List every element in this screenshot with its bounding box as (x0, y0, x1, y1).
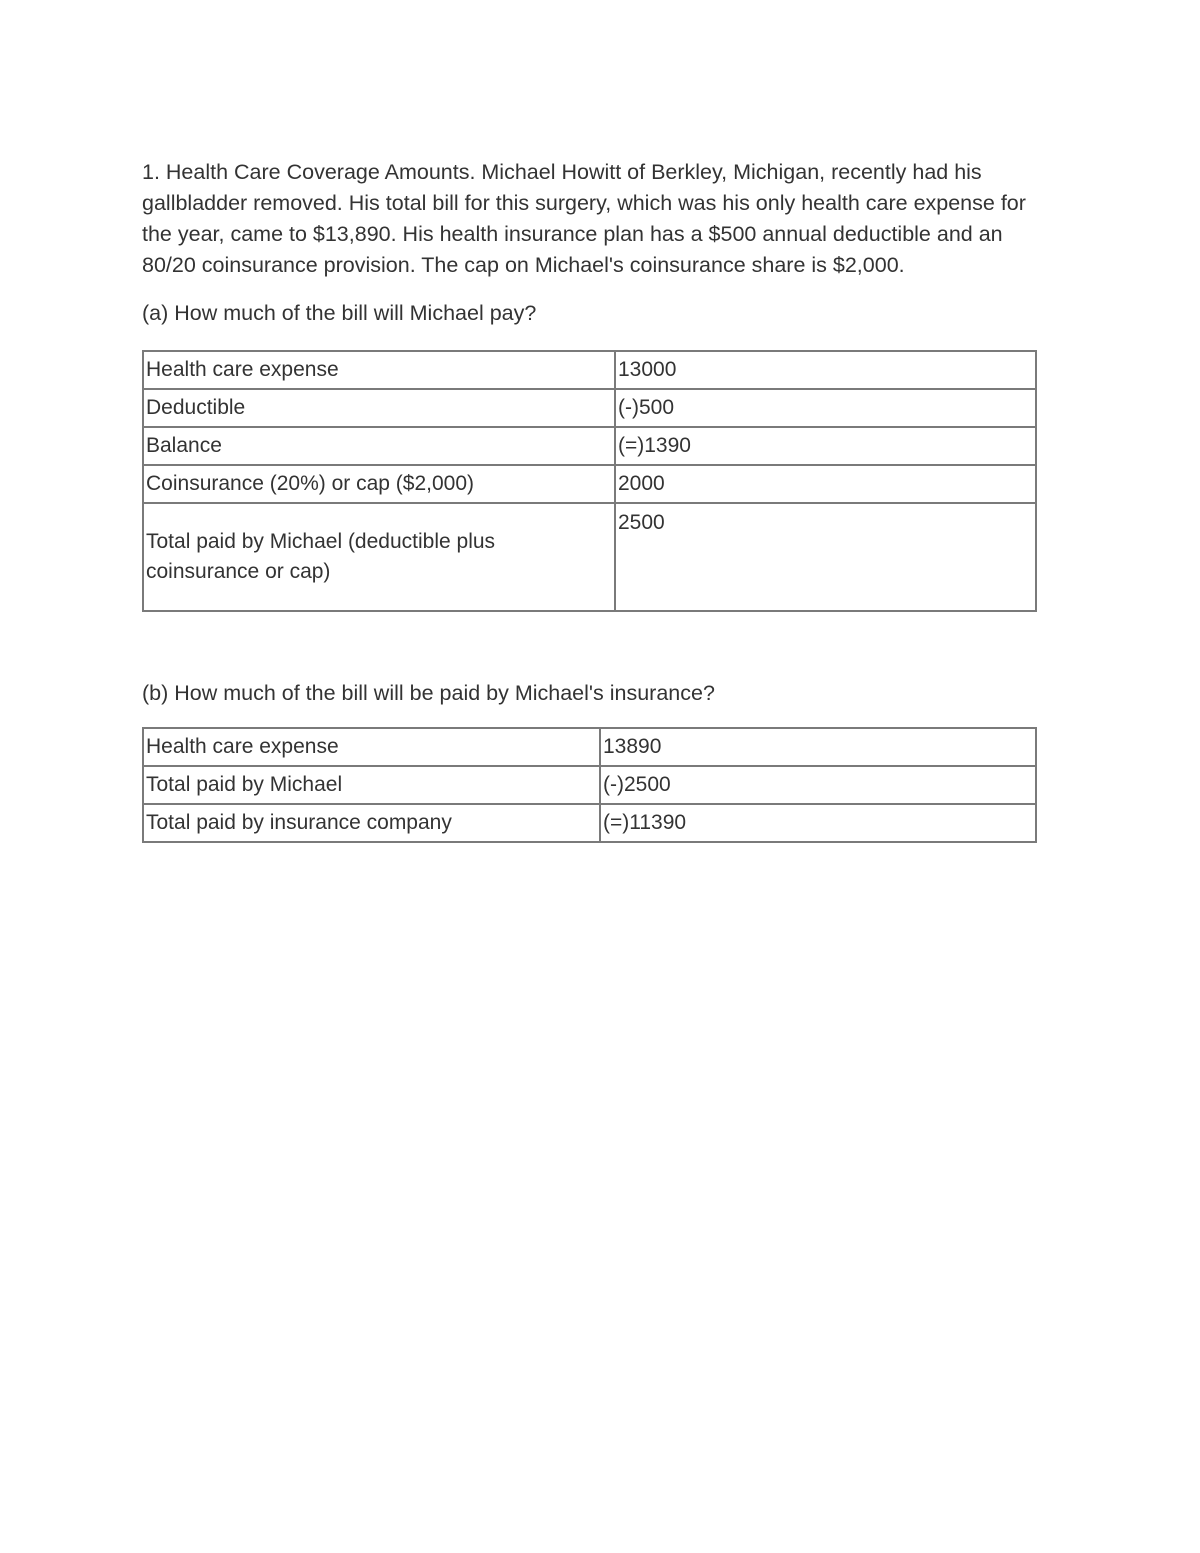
row-value: 2000 (615, 465, 1036, 503)
row-label: Total paid by Michael (143, 766, 600, 804)
row-value: (=)11390 (600, 804, 1036, 842)
table-row (143, 465, 1036, 503)
row-label: Health care expense (143, 728, 600, 766)
table-row (143, 389, 1036, 427)
problem-statement: 1. Health Care Coverage Amounts. Michael Howitt of Berkley, Michigan, recently had his gallbladder removed. His total bill for this surgery, which was his only health care expense for the year, came to $13,890. His health insurance plan has a $500 annual deductible and an 80/20 coinsurance provision. The cap on Michael's coinsurance share is $2,000. (142, 160, 1026, 277)
table-row (143, 728, 1036, 766)
row-value: (-)2500 (600, 766, 1036, 804)
row-value: 13890 (600, 728, 1036, 766)
row-label: Total paid by insurance company (143, 804, 600, 842)
table-part-b (142, 727, 1037, 843)
question-b: (b) How much of the bill will be paid by Michael's insurance? (142, 681, 715, 705)
question-a: (a) How much of the bill will Michael pay? (142, 301, 537, 325)
row-label: Coinsurance (20%) or cap ($2,000) (143, 465, 615, 503)
row-label: Total paid by Michael (deductible plus coinsurance or cap) (143, 503, 615, 611)
row-value: (-)500 (615, 389, 1036, 427)
document-page (142, 157, 1037, 843)
table-row (143, 766, 1036, 804)
row-value: (=)1390 (615, 427, 1036, 465)
row-value: 13000 (615, 351, 1036, 389)
row-value: 2500 (615, 503, 1036, 611)
row-label: Deductible (143, 389, 615, 427)
row-label: Health care expense (143, 351, 615, 389)
table-row (143, 427, 1036, 465)
table-row (143, 503, 1036, 611)
table-row (143, 804, 1036, 842)
section-spacer (142, 612, 1037, 678)
table-part-a (142, 350, 1037, 612)
table-row (143, 351, 1036, 389)
row-label: Balance (143, 427, 615, 465)
